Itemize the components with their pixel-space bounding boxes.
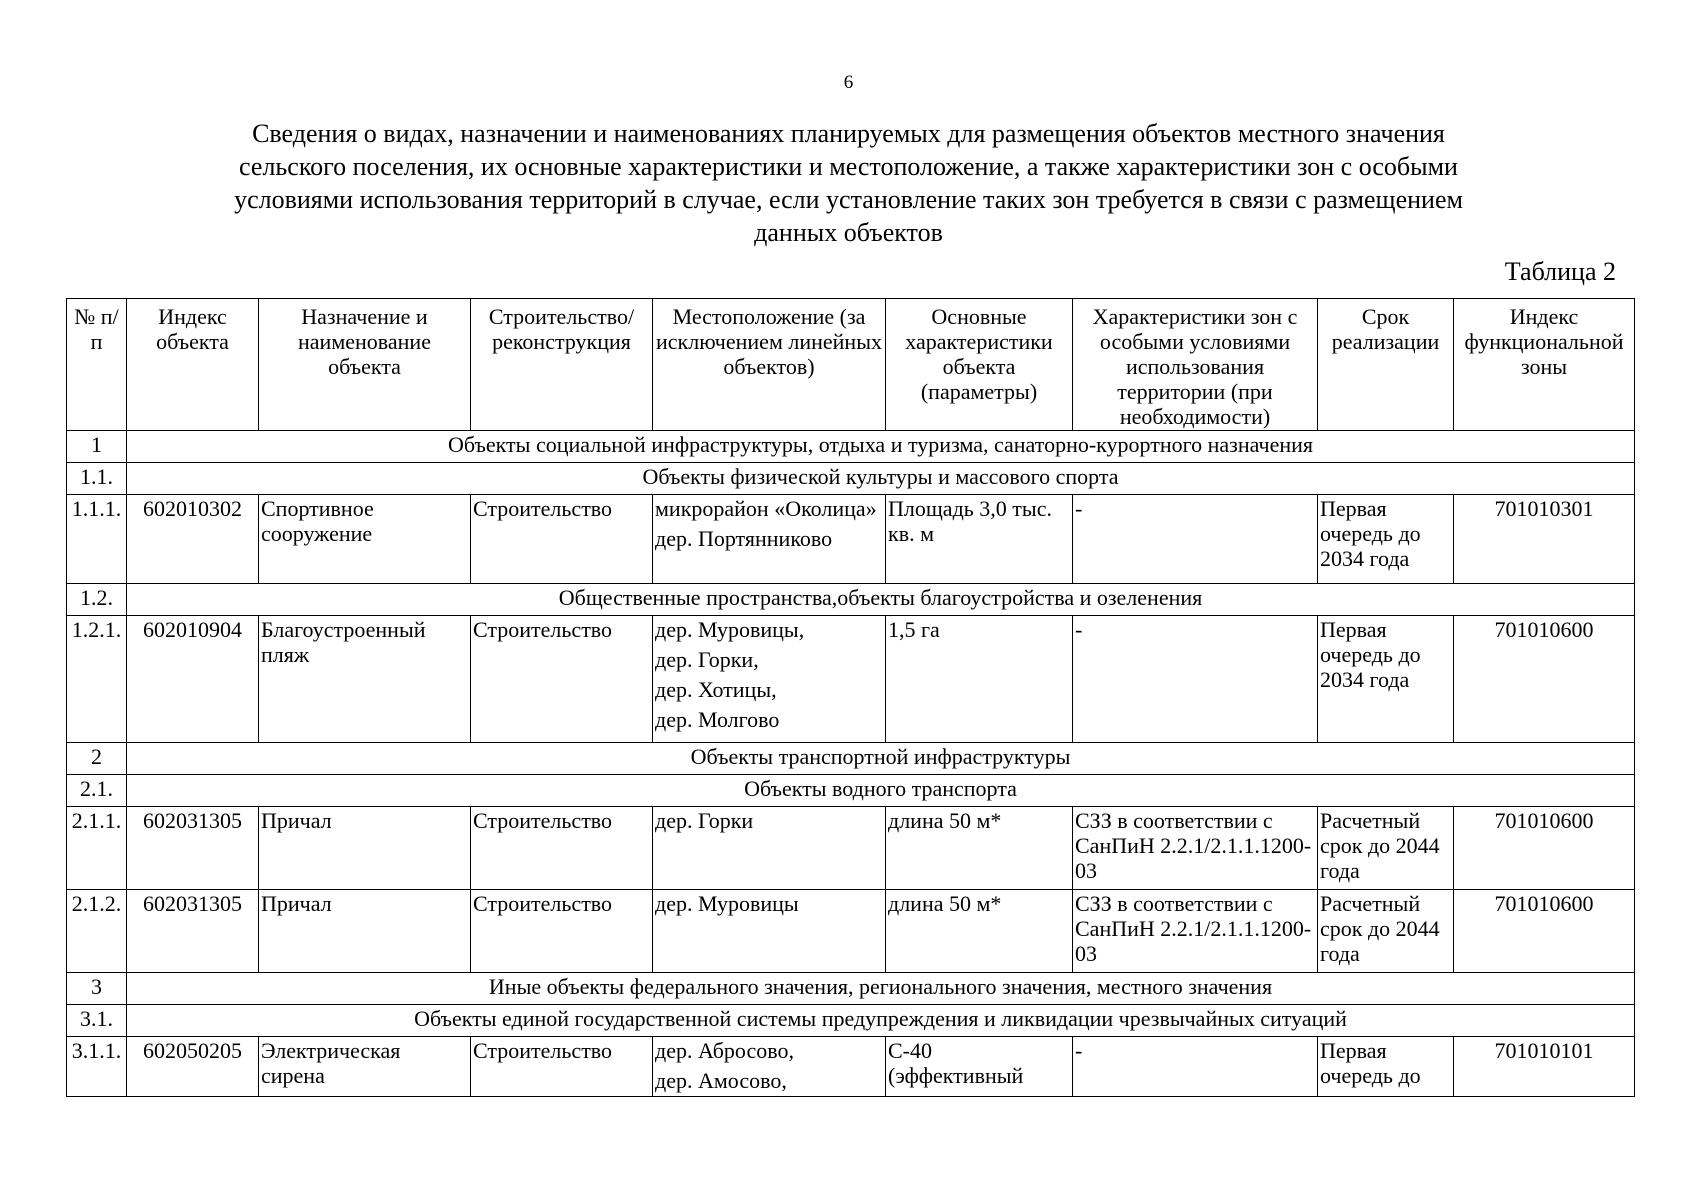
section-number: 2.1. xyxy=(67,775,127,807)
construction-type: Строительство xyxy=(471,495,653,584)
title-line: данных объектов xyxy=(754,218,943,247)
object-index: 602031305 xyxy=(127,890,259,973)
table-row xyxy=(67,1037,1635,1097)
title-line: сельского поселения, их основные характеристики и местоположение, а также характеристики зон с особыми xyxy=(239,152,1458,181)
zone-characteristics: - xyxy=(1073,616,1318,743)
implementation-term: Первая очередь до xyxy=(1318,1037,1454,1097)
table-row xyxy=(67,807,1635,890)
object-parameters: С-40 (эффективный xyxy=(886,1037,1073,1097)
location-line: дер. Хотицы, xyxy=(655,677,777,702)
subsection-row xyxy=(67,463,1635,495)
header-functional-zone-index: Индекс функциональной зоны xyxy=(1454,299,1635,431)
section-title: Объекты единой государственной системы предупреждения и ликвидации чрезвычайных ситуаций xyxy=(127,1005,1635,1037)
construction-type: Строительство xyxy=(471,1037,653,1097)
object-name: Благоустроенный пляж xyxy=(259,616,471,743)
object-index: 602050205 xyxy=(127,1037,259,1097)
implementation-term: Первая очередь до 2034 года xyxy=(1318,616,1454,743)
table-row xyxy=(67,495,1635,584)
object-name: Причал xyxy=(259,807,471,890)
location-line: дер. Горки xyxy=(655,808,754,833)
object-location xyxy=(653,1037,886,1097)
row-number: 2.1.1. xyxy=(67,807,127,890)
subsection-row xyxy=(67,584,1635,616)
header-purpose: Назначение и наименование объекта xyxy=(259,299,471,431)
section-title: Объекты транспортной инфраструктуры xyxy=(127,743,1635,775)
location-line: дер. Молгово xyxy=(655,707,780,732)
section-title: Объекты физической культуры и массового спорта xyxy=(127,463,1635,495)
location-line: дер. Портянниково xyxy=(655,526,833,551)
title-line: условиями использования территорий в случае, если установление таких зон требуется в связи с размещением xyxy=(234,185,1463,214)
location-line: дер. Горки, xyxy=(655,647,759,672)
construction-type: Строительство xyxy=(471,890,653,973)
functional-zone-index: 701010600 xyxy=(1454,890,1635,973)
object-parameters: длина 50 м* xyxy=(886,890,1073,973)
section-title: Общественные пространства,объекты благоустройства и озеленения xyxy=(127,584,1635,616)
object-location xyxy=(653,890,886,973)
row-number: 3.1.1. xyxy=(67,1037,127,1097)
object-index: 602031305 xyxy=(127,807,259,890)
section-title: Объекты социальной инфраструктуры, отдыха и туризма, санаторно-курортного назначения xyxy=(127,431,1635,463)
object-name: Причал xyxy=(259,890,471,973)
section-number: 1.2. xyxy=(67,584,127,616)
header-num: № п/п xyxy=(67,299,127,431)
section-title: Иные объекты федерального значения, регионального значения, местного значения xyxy=(127,973,1635,1005)
section-number: 3 xyxy=(67,973,127,1005)
table-header-row xyxy=(67,299,1635,431)
implementation-term: Расчетный срок до 2044 года xyxy=(1318,807,1454,890)
row-number: 2.1.2. xyxy=(67,890,127,973)
implementation-term: Первая очередь до 2034 года xyxy=(1318,495,1454,584)
zone-characteristics: - xyxy=(1073,1037,1318,1097)
construction-type: Строительство xyxy=(471,807,653,890)
header-object-index: Индекс объекта xyxy=(127,299,259,431)
table-row xyxy=(67,890,1635,973)
header-term: Срок реализации xyxy=(1318,299,1454,431)
row-number: 1.1.1. xyxy=(67,495,127,584)
section-row xyxy=(67,431,1635,463)
location-line: дер. Муровицы, xyxy=(655,617,805,642)
header-zone-characteristics: Характеристики зон с особыми условиями использования территории (при необходимости) xyxy=(1073,299,1318,431)
object-parameters: Площадь 3,0 тыс. кв. м xyxy=(886,495,1073,584)
functional-zone-index: 701010101 xyxy=(1454,1037,1635,1097)
row-number: 1.2.1. xyxy=(67,616,127,743)
zone-characteristics: СЗЗ в соответствии с СанПиН 2.2.1/2.1.1.1200-03 xyxy=(1073,890,1318,973)
object-index: 602010302 xyxy=(127,495,259,584)
section-number: 1.1. xyxy=(67,463,127,495)
object-location xyxy=(653,616,886,743)
section-number: 3.1. xyxy=(67,1005,127,1037)
functional-zone-index: 701010600 xyxy=(1454,807,1635,890)
section-row xyxy=(67,973,1635,1005)
object-name: Спортивное сооружение xyxy=(259,495,471,584)
object-parameters: 1,5 га xyxy=(886,616,1073,743)
object-index: 602010904 xyxy=(127,616,259,743)
header-location: Местоположение (за исключением линейных объектов) xyxy=(653,299,886,431)
object-name: Электрическая сирена xyxy=(259,1037,471,1097)
table-row xyxy=(67,616,1635,743)
header-parameters: Основные характеристики объекта (параметры) xyxy=(886,299,1073,431)
subsection-row xyxy=(67,775,1635,807)
functional-zone-index: 701010600 xyxy=(1454,616,1635,743)
location-line: микрорайон «Околица» xyxy=(655,496,877,521)
section-number: 2 xyxy=(67,743,127,775)
title-line: Сведения о видах, назначении и наименованиях планируемых для размещения объектов местного значения xyxy=(252,119,1445,148)
object-location xyxy=(653,495,886,584)
document-title xyxy=(110,117,1587,249)
implementation-term: Расчетный срок до 2044 года xyxy=(1318,890,1454,973)
objects-table xyxy=(66,298,1635,1097)
location-line: дер. Абросово, xyxy=(655,1038,794,1063)
construction-type: Строительство xyxy=(471,616,653,743)
section-title: Объекты водного транспорта xyxy=(127,775,1635,807)
section-number: 1 xyxy=(67,431,127,463)
object-parameters: длина 50 м* xyxy=(886,807,1073,890)
header-construction: Строительство/ реконструкция xyxy=(471,299,653,431)
subsection-row xyxy=(67,1005,1635,1037)
page-number: 6 xyxy=(843,72,854,93)
zone-characteristics: СЗЗ в соответствии с СанПиН 2.2.1/2.1.1.1200-03 xyxy=(1073,807,1318,890)
functional-zone-index: 701010301 xyxy=(1454,495,1635,584)
object-location xyxy=(653,807,886,890)
zone-characteristics: - xyxy=(1073,495,1318,584)
location-line: дер. Муровицы xyxy=(655,891,799,916)
table-label: Таблица 2 xyxy=(1504,257,1616,286)
location-line: дер. Амосово, xyxy=(655,1068,787,1093)
section-row xyxy=(67,743,1635,775)
